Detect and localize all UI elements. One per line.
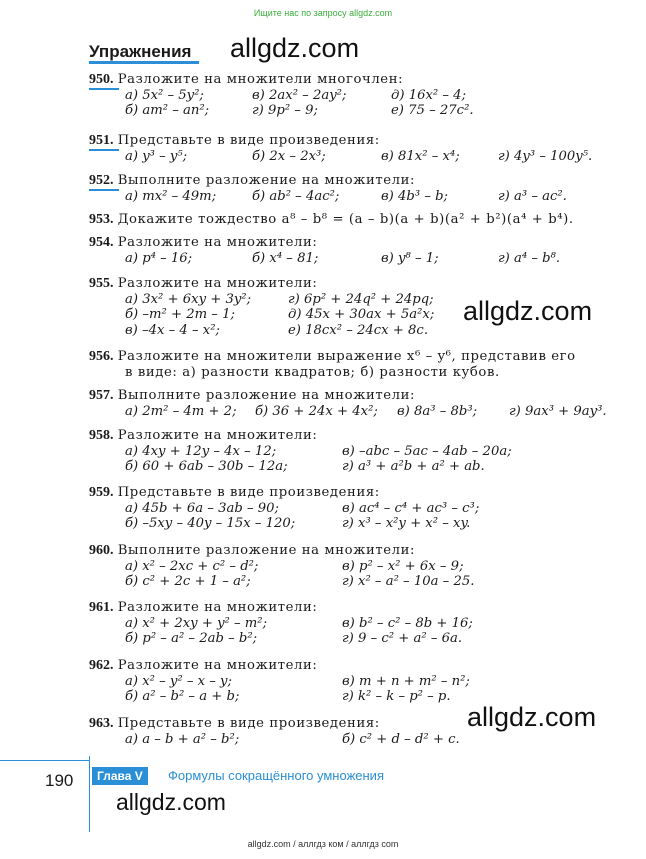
page-number: 190 bbox=[45, 771, 74, 790]
problem-957 bbox=[89, 388, 609, 419]
answer-part: в) 4b³ – b; bbox=[381, 188, 448, 204]
answer-part: а) mx² – 49m; bbox=[125, 188, 217, 204]
problem-950 bbox=[89, 72, 609, 119]
answer-part: д) 16x² – 4; bbox=[391, 87, 467, 103]
answer-part: е) 18cx² – 24cx + 8c. bbox=[288, 322, 429, 338]
answer-part: в) b² – c² – 8b + 16; bbox=[342, 615, 473, 631]
problem-number: 958. bbox=[89, 428, 114, 443]
watermark: allgdz.com bbox=[463, 296, 593, 326]
answer-part: а) x² – y² – x – y; bbox=[125, 673, 232, 689]
answer-part: а) 4xy + 12y – 4x – 12; bbox=[125, 443, 277, 459]
answer-part: а) 45b + 6a – 3ab – 90; bbox=[125, 500, 279, 516]
answer-part: д) 45x + 30ax + 5a²x; bbox=[288, 307, 435, 322]
problem-text: Разложите на множители выражение x⁶ – y⁶, представив его bbox=[117, 349, 576, 364]
footer-divider bbox=[0, 760, 89, 761]
answer-part: г) k² – k – p² – p. bbox=[342, 689, 451, 704]
answer-part: б) c² + d – d² + c. bbox=[342, 731, 460, 747]
answer-part: в) –abc – 5ac – 4ab – 20a; bbox=[342, 443, 512, 459]
answer-part: б) –5xy – 40y – 15x – 120; bbox=[125, 516, 296, 531]
problem-number: 957. bbox=[89, 388, 114, 403]
problem-number: 960. bbox=[89, 543, 114, 558]
problem-text-continued: в виде: а) разности квадратов; б) разности кубов. bbox=[125, 364, 500, 380]
answer-part: а) x² – 2xc + c² – d²; bbox=[125, 558, 259, 574]
problem-text: Представьте в виде произведения: bbox=[117, 716, 380, 731]
problem-961 bbox=[89, 600, 609, 647]
answer-part: б) ab² – 4ac²; bbox=[252, 188, 340, 204]
answer-part: г) a³ + a²b + a² + ab. bbox=[342, 459, 485, 474]
problem-text: Выполните разложение на множители: bbox=[117, 543, 416, 558]
answer-part: а) 5x² – 5y²; bbox=[125, 87, 204, 103]
problem-960 bbox=[89, 543, 609, 590]
problem-number: 952. bbox=[89, 173, 114, 188]
answer-part: а) 2m² – 4m + 2; bbox=[125, 403, 237, 419]
top-banner: Ищите нас по запросу allgdz.com bbox=[253, 8, 393, 18]
problem-955 bbox=[89, 276, 609, 338]
answer-part: г) a⁴ – b⁸. bbox=[498, 250, 561, 266]
problem-953 bbox=[89, 212, 609, 228]
answer-part: б) 36 + 24x + 4x²; bbox=[255, 403, 378, 419]
answer-part: а) y³ – y⁵; bbox=[125, 148, 188, 164]
answer-part: б) c² + 2c + 1 – a²; bbox=[125, 574, 251, 589]
answer-part: а) 3x² + 6xy + 3y²; bbox=[125, 291, 252, 307]
answer-part: а) p⁴ – 16; bbox=[125, 250, 193, 266]
problem-954 bbox=[89, 235, 609, 266]
problem-text: Разложите на множители: bbox=[117, 658, 318, 673]
answer-part: г) 4y³ – 100y⁵. bbox=[498, 148, 593, 164]
problem-text: Докажите тождество a⁸ – b⁸ = (a – b)(a + b)(a² + b²)(a⁴ + b⁴). bbox=[117, 212, 574, 227]
watermark: allgdz.com bbox=[116, 789, 226, 815]
answer-part: г) 9ax³ + 9ay³. bbox=[509, 403, 607, 419]
answer-part: б) –m² + 2m – 1; bbox=[125, 307, 235, 322]
problem-highlight bbox=[89, 189, 119, 191]
answer-part: в) ac⁴ – c⁴ + ac³ – c³; bbox=[342, 500, 480, 516]
problem-963 bbox=[89, 716, 609, 747]
bottom-banner: allgdz.com / аллгдз ком / аллгдз com bbox=[247, 839, 399, 849]
problem-text: Представьте в виде произведения: bbox=[117, 133, 380, 148]
problem-text: Выполните разложение на множители: bbox=[117, 388, 416, 403]
answer-part: г) x² – a² – 10a – 25. bbox=[342, 574, 475, 589]
answer-part: б) 2x – 2x³; bbox=[252, 148, 326, 164]
answer-part: а) a – b + a² – b²; bbox=[125, 731, 240, 747]
answer-part: г) x³ – x²y + x² – xy. bbox=[342, 516, 471, 531]
problem-text: Разложите на множители: bbox=[117, 276, 318, 291]
section-heading: Упражнения bbox=[89, 42, 192, 61]
problem-number: 954. bbox=[89, 235, 114, 250]
answer-part: г) 9p² – 9; bbox=[252, 103, 318, 118]
answer-part: б) am² – an²; bbox=[125, 103, 210, 118]
problem-number: 959. bbox=[89, 485, 114, 500]
problem-text: Разложите на множители: bbox=[117, 235, 318, 250]
problem-number: 955. bbox=[89, 276, 114, 291]
footer-divider bbox=[89, 756, 90, 832]
problem-highlight bbox=[89, 149, 119, 151]
problem-959 bbox=[89, 485, 609, 532]
chapter-title: Формулы сокращённого умножения bbox=[168, 768, 384, 783]
answer-part: в) p² – x² + 6x – 9; bbox=[342, 558, 464, 574]
answer-part: в) 8a³ – 8b³; bbox=[397, 403, 478, 419]
problem-962 bbox=[89, 658, 609, 705]
answer-part: в) 81x² – x⁴; bbox=[381, 148, 460, 164]
answer-part: б) 60 + 6ab – 30b – 12a; bbox=[125, 459, 288, 474]
answer-part: в) y⁸ – 1; bbox=[381, 250, 439, 266]
problem-number: 953. bbox=[89, 212, 114, 227]
problem-956 bbox=[89, 349, 609, 380]
problem-text: Представьте в виде произведения: bbox=[117, 485, 380, 500]
problem-text: Выполните разложение на множители: bbox=[117, 173, 416, 188]
answer-part: г) 6p² + 24q² + 24pq; bbox=[288, 291, 434, 307]
problem-number: 963. bbox=[89, 716, 114, 731]
problem-number: 951. bbox=[89, 133, 114, 148]
answer-part: б) x⁴ – 81; bbox=[252, 250, 319, 266]
chapter-badge: Глава V bbox=[92, 767, 148, 785]
answer-part: а) x² + 2xy + y² – m²; bbox=[125, 615, 268, 631]
problem-952 bbox=[89, 173, 609, 204]
heading-underline bbox=[89, 61, 199, 64]
problem-number: 962. bbox=[89, 658, 114, 673]
answer-part: г) 9 – c² + a² – 6a. bbox=[342, 631, 463, 646]
problem-951 bbox=[89, 133, 609, 164]
watermark: allgdz.com bbox=[467, 702, 597, 732]
answer-part: г) a³ – ac². bbox=[498, 188, 567, 204]
problem-text: Разложите на множители: bbox=[117, 600, 318, 615]
answer-part: б) p² – a² – 2ab – b²; bbox=[125, 631, 258, 646]
problem-number: 961. bbox=[89, 600, 114, 615]
answer-part: в) m + n + m² – n²; bbox=[342, 673, 470, 689]
problem-number: 950. bbox=[89, 72, 114, 87]
answer-part: в) 2ax² – 2ay²; bbox=[252, 87, 347, 103]
problem-highlight bbox=[89, 88, 119, 90]
answer-part: б) a² – b² – a + b; bbox=[125, 689, 240, 704]
answer-part: е) 75 – 27c². bbox=[391, 103, 474, 118]
answer-part: в) –4x – 4 – x²; bbox=[125, 322, 220, 338]
problem-number: 956. bbox=[89, 349, 114, 364]
problem-958 bbox=[89, 428, 609, 475]
problem-text: Разложите на множители: bbox=[117, 428, 318, 443]
watermark: allgdz.com bbox=[230, 33, 360, 63]
problem-text: Разложите на множители многочлен: bbox=[117, 72, 404, 87]
